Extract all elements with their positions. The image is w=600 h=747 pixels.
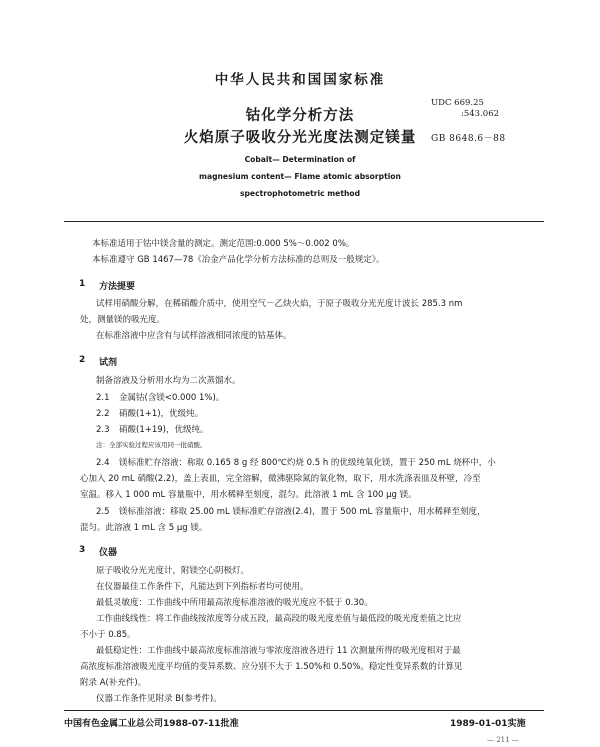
section-1-heading: 方法提要 bbox=[99, 282, 136, 292]
section-3-number: 3 bbox=[79, 545, 86, 555]
reagent-2-3-text: 硝酸(1+19)，优级纯。 bbox=[119, 425, 209, 435]
national-standard-heading: 中华人民共和国国家标准 bbox=[214, 72, 386, 88]
section-3-heading: 仪器 bbox=[99, 548, 118, 558]
section-3-text: 在仪器最佳工作条件下，凡能达到下列指标者均可使用。 bbox=[96, 582, 309, 592]
reagent-2-5-text: 混匀。此溶液 1 mL 含 5 μg 镁。 bbox=[80, 523, 208, 533]
section-3-text: 附录 A(补充件)。 bbox=[80, 678, 147, 688]
document-title-line2: 火焰原子吸收分光光度法测定镁量 bbox=[183, 130, 417, 146]
document-title-line1: 钴化学分析方法 bbox=[245, 108, 355, 124]
udc-number: UDC 669.25 bbox=[431, 98, 484, 108]
reagent-2-5-text: 镁标准溶液：移取 25.00 mL 镁标准贮存溶液(2.4)，置于 500 mL 容量瓶中，用水稀释至刻度， bbox=[119, 507, 486, 517]
section-3-text: 高浓度标准溶液吸光度平均值的变异系数、应分别不大于 1.50%和 0.50%。稳定性变异系数的计算见 bbox=[80, 662, 463, 672]
reagent-2-4-text: 镁标准贮存溶液：称取 0.165 8 g 经 800℃灼烧 0.5 h 的优级纯氧化镁，置于 250 mL 烧杯中，小 bbox=[119, 458, 496, 468]
section-3-text: 工作曲线线性：将工作曲线按浓度等分成五段，最高段的吸光度差值与最低段的吸光度差值之比应 bbox=[96, 614, 462, 624]
english-title-line2: magnesium content— Flame atomic absorption bbox=[199, 172, 401, 181]
page-number: — 211 — bbox=[487, 736, 519, 744]
udc-number-suffix: :543.062 bbox=[461, 109, 500, 119]
compliance-paragraph: 本标准遵守 GB 1467—78《冶金产品化学分析方法标准的总则及一般规定》。 bbox=[92, 255, 385, 265]
section-3-text: 最低灵敏度：工作曲线中所用最高浓度标准溶液的吸光度应不低于 0.30。 bbox=[96, 598, 373, 608]
reagent-2-4-number: 2.4 bbox=[96, 458, 110, 468]
reagent-2-4-text: 心加入 20 mL 硝酸(2.2)，盖上表皿，完全溶解，微沸驱除氮的氧化物，取下，用水洗涤表皿及杯壁，冷至 bbox=[80, 474, 481, 484]
implementation-date: 1989-01-01实施 bbox=[450, 719, 526, 729]
approval-statement: 中国有色金属工业总公司1988-07-11批准 bbox=[64, 719, 239, 729]
section-1-text: 在标准溶液中应含有与试样溶液相同浓度的钴基体。 bbox=[96, 331, 292, 341]
section-1-text: 试样用硝酸分解，在稀硝酸介质中，使用空气－乙炔火焰，于原子吸收分光光度计波长 285.3 nm bbox=[96, 299, 463, 309]
english-title-line3: spectrophotometric method bbox=[239, 189, 361, 198]
english-title-line1: Cobalt— Determination of bbox=[244, 155, 356, 164]
reagent-2-1-text: 金属钴(含镁<0.000 1%)。 bbox=[119, 393, 225, 403]
reagent-note: 注：全部实验过程应该用同一批硝酸。 bbox=[96, 441, 207, 449]
reagent-2-3-number: 2.3 bbox=[96, 425, 110, 435]
scope-paragraph: 本标准适用于钴中镁含量的测定。测定范围:0.000 5%～0.002 0%。 bbox=[92, 239, 355, 249]
section-3-text: 仪器工作条件见附录 B(参考件)。 bbox=[96, 694, 222, 704]
section-3-text: 不小于 0.85。 bbox=[80, 630, 136, 640]
reagent-2-5-number: 2.5 bbox=[96, 507, 110, 517]
section-2-intro: 制备溶液及分析用水均为二次蒸馏水。 bbox=[96, 376, 241, 386]
reagent-2-2-number: 2.2 bbox=[96, 409, 110, 419]
reagent-2-1-number: 2.1 bbox=[96, 393, 110, 403]
section-2-number: 2 bbox=[79, 355, 86, 365]
section-1-text: 处，测量镁的吸光度。 bbox=[80, 315, 166, 325]
section-3-text: 最低稳定性：工作曲线中最高浓度标准溶液与零浓度溶液各进行 11 次测量所得的吸光度相对于最 bbox=[96, 646, 461, 656]
reagent-2-4-text: 室温。移入 1 000 mL 容量瓶中，用水稀释至刻度，混匀。此溶液 1 mL 含 100 μg 镁。 bbox=[80, 490, 417, 500]
footer-divider bbox=[64, 710, 544, 711]
section-3-text: 原子吸收分光光度计，附镁空心阴极灯。 bbox=[96, 566, 250, 576]
reagent-2-2-text: 硝酸(1+1)，优级纯。 bbox=[119, 409, 204, 419]
section-2-heading: 试剂 bbox=[99, 358, 118, 368]
gb-standard-number: GB 8648.6－88 bbox=[431, 134, 506, 144]
header-divider bbox=[64, 221, 544, 222]
section-1-number: 1 bbox=[79, 279, 86, 289]
